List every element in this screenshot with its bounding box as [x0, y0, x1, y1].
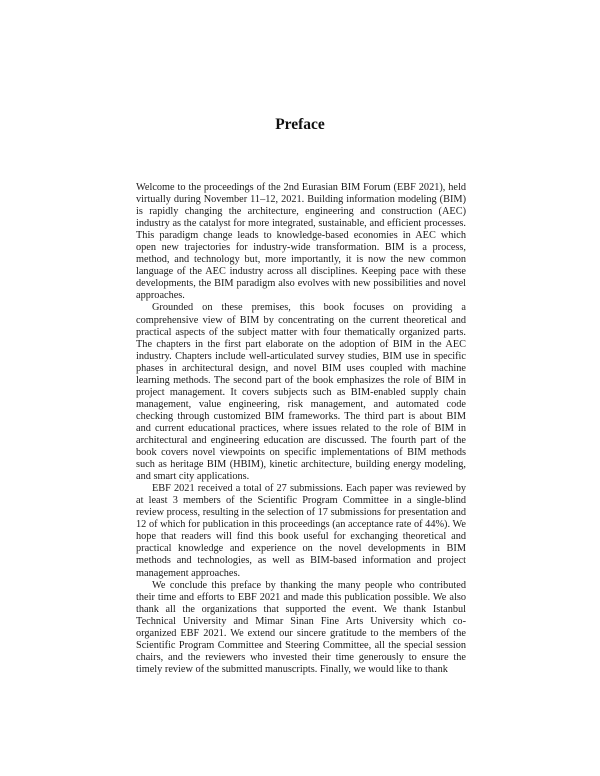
page-title: Preface: [275, 116, 325, 133]
paragraph-welcome: Welcome to the proceedings of the 2nd Eurasian BIM Forum (EBF 2021), held virtually during November 11–12, 2021. Building information modeling (BIM) is rapidly changing the architecture, engineering and construction (AEC) industry as the catalyst for more integrated, sustainable, and efficient processes. This paradigm change leads to knowledge-based economies in AEC which open new trajectories for industry-wide transformation. BIM is a process, method, and technology but, more importantly, it is now the new common language of the AEC industry across all disciplines. Keeping pace with these developments, the BIM paradigm also evolves with new possibilities and novel approaches.: [136, 182, 466, 302]
paragraph-book-overview: Grounded on these premises, this book focuses on providing a comprehensive view of BIM by concentrating on the current theoretical and practical aspects of the subject matter with four thematically organized parts. The chapters in the first part elaborate on the adoption of BIM in the AEC industry. Chapters include well-articulated survey studies, BIM use in specific phases in architectural design, and novel BIM uses coupled with machine learning methods. The second part of the book emphasizes the role of BIM in project management. It covers subjects such as BIM-enabled supply chain management, value engineering, risk management, and automated code checking through customized BIM frameworks. The third part is about BIM and current educational practices, where issues related to the role of BIM in architectural and engineering education are discussed. The fourth part of the book covers novel viewpoints on specific implementations of BIM methods such as heritage BIM (HBIM), kinetic architecture, building energy modeling, and smart city applications.: [136, 302, 466, 483]
paragraph-acknowledgements: We conclude this preface by thanking the many people who contributed their time and efforts to EBF 2021 and made this publication possible. We also thank all the organizations that supported the event. We thank Istanbul Technical University and Mimar Sinan Fine Arts University which co-organized EBF 2021. We extend our sincere gratitude to the members of the Scientific Program Committee and Steering Committee, all the special session chairs, and the reviewers who invested their time generously to ensure the timely review of the submitted manuscripts. Finally, we would like to thank: [136, 579, 466, 675]
preface-body: [136, 182, 466, 676]
paragraph-submissions: EBF 2021 received a total of 27 submissions. Each paper was reviewed by at least 3 members of the Scientific Program Committee in a single-blind review process, resulting in the selection of 17 submissions for presentation and 12 of which for publication in this proceedings (an acceptance rate of 44%). We hope that readers will find this book useful for exchanging theoretical and practical knowledge and experience on the novel developments in BIM methods and technologies, as well as BIM-based information and project management approaches.: [136, 483, 466, 579]
